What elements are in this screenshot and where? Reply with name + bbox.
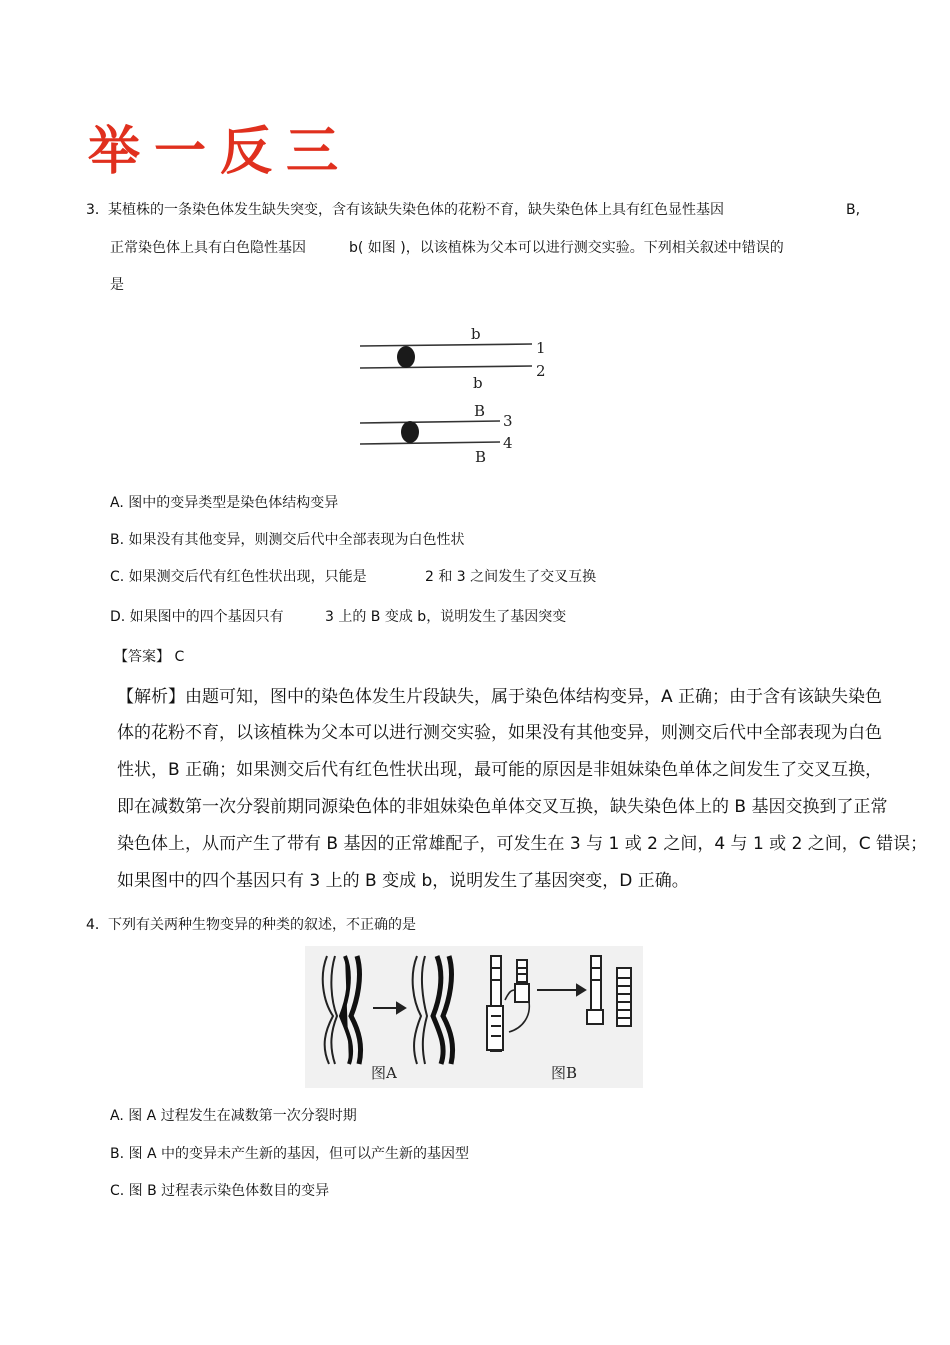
q4-option-c: C. 图 B 过程表示染色体数目的变异	[110, 1183, 330, 1199]
q4-option-a: A. 图 A 过程发生在减数第一次分裂时期	[110, 1108, 357, 1124]
chromosome-number-4: 4	[503, 434, 513, 452]
chromosome-variation-figure	[305, 946, 643, 1088]
q3-analysis-line-1: 【解析】由题可知，图中的染色体发生片段缺失，属于染色体结构变异，A 正确；由于含有该缺失染色	[117, 687, 883, 707]
q4-option-b: B. 图 A 中的变异未产生新的基因，但可以产生新的基因型	[110, 1146, 469, 1162]
chromosome-line-4	[360, 442, 500, 444]
chromosome-number-2: 2	[536, 362, 546, 380]
q3-stem-line2a: 正常染色体上具有白色隐性基因	[110, 240, 306, 256]
q3-option-c-part1: C. 如果测交后代有红色性状出现，只能是	[110, 569, 367, 585]
chromosome-number-1: 1	[536, 339, 546, 357]
q3-answer: 【答案】 C	[114, 649, 185, 665]
q3-number: 3．	[86, 202, 109, 218]
q4-stem: 下列有关两种生物变异的种类的叙述，不正确的是	[108, 917, 416, 933]
centromere-lower	[401, 421, 419, 443]
q3-stem-line3: 是	[110, 277, 124, 293]
q3-analysis-line-6: 如果图中的四个基因只有 3 上的 B 变成 b，说明发生了基因突变，D 正确。	[117, 871, 689, 891]
gene-label-b-top: b	[471, 325, 481, 343]
q3-analysis-line-2: 体的花粉不育，以该植株为父本可以进行测交实验，如果没有其他变异，则测交后代中全部表现为白色	[117, 723, 882, 743]
q3-option-d-part1: D. 如果图中的四个基因只有	[110, 609, 284, 625]
gene-label-b-bottom: b	[473, 374, 483, 392]
q3-analysis-line-5: 染色体上，从而产生了带有 B 基因的正常雄配子，可发生在 3 与 1 或 2 之间，4 与 1 或 2 之间，C 错误；	[117, 834, 928, 854]
q3-analysis-line-3: 性状，B 正确；如果测交后代有红色性状出现，最可能的原因是非姐妹染色单体之间发生了交叉互换，	[117, 760, 883, 780]
centromere-upper	[397, 346, 415, 368]
q3-stem-line1: 某植株的一条染色体发生缺失突变，含有该缺失染色体的花粉不育，缺失染色体上具有红色显性基因	[108, 202, 724, 218]
q3-option-a: A. 图中的变异类型是染色体结构变异	[110, 495, 339, 511]
figure-b-label: 图B	[551, 1064, 578, 1082]
q3-stem-line1-tail: B,	[846, 202, 861, 218]
chromosome-number-3: 3	[503, 412, 513, 430]
chromosome-line-3	[360, 421, 500, 423]
gene-label-B-bottom: B	[475, 448, 487, 466]
q4-number: 4．	[86, 917, 109, 933]
q3-option-b: B. 如果没有其他变异，则测交后代中全部表现为白色性状	[110, 532, 465, 548]
figure-a-label: 图A	[371, 1064, 397, 1082]
q3-analysis-line-4: 即在减数第一次分裂前期同源染色体的非姐妹染色单体交叉互换，缺失染色体上的 B 基因交换到了正常	[117, 797, 888, 817]
chromosome-figure	[350, 322, 560, 472]
banner-title: 举一反三	[88, 121, 353, 182]
chromosome-line-1	[360, 344, 532, 346]
q3-option-d-part2: 3 上的 B 变成 b，说明发生了基因突变	[325, 609, 567, 625]
gene-label-B-top: B	[474, 402, 486, 420]
q3-stem-line2b: b( 如图 )，以该植株为父本可以进行测交实验。下列相关叙述中错误的	[349, 240, 784, 256]
chromosome-line-2	[360, 366, 532, 368]
q3-option-c-part2: 2 和 3 之间发生了交叉互换	[425, 569, 597, 585]
